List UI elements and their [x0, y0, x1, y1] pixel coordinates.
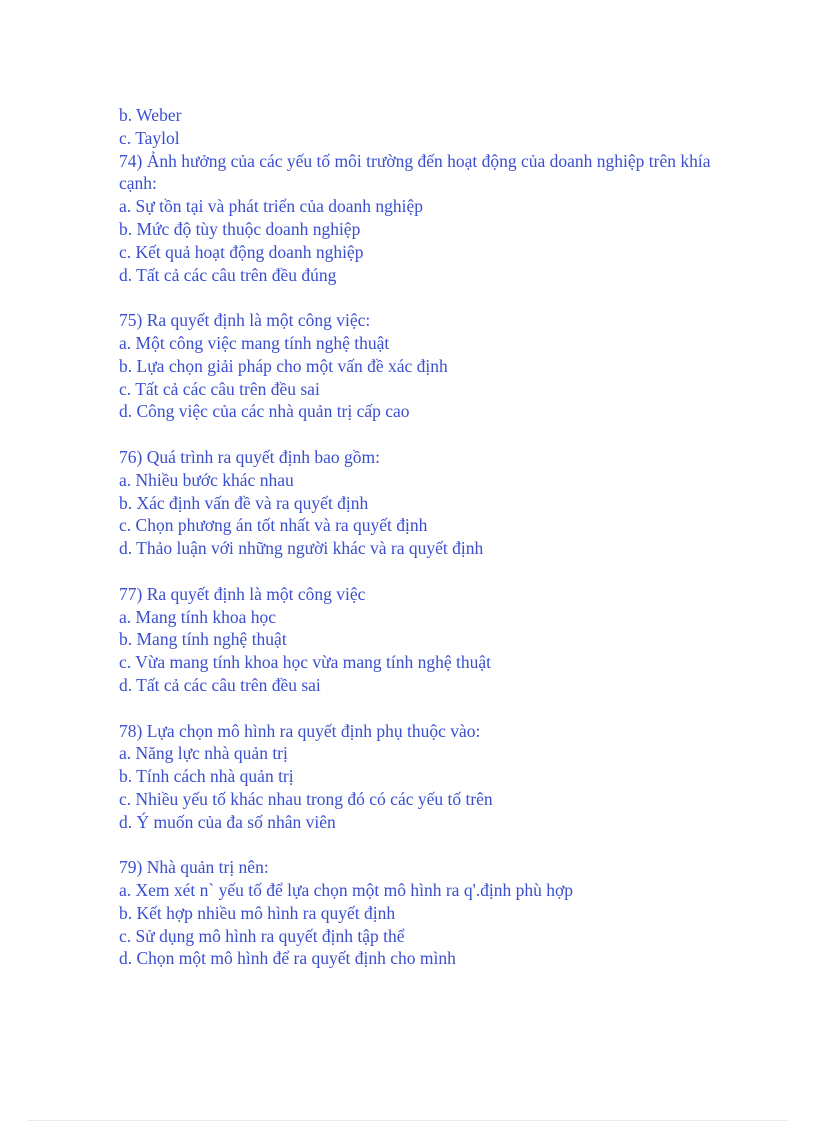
- question-stem: 76) Quá trình ra quyết định bao gồm:: [119, 446, 380, 467]
- option-line: d. Tất cả các câu trên đều đúng: [119, 264, 337, 285]
- option-line: a. Mang tính khoa học: [119, 606, 276, 627]
- option-line: c. Chọn phương án tốt nhất và ra quyết định: [119, 515, 428, 536]
- question-block: [119, 446, 719, 560]
- option-line: c. Nhiều yếu tố khác nhau trong đó có các yếu tố trên: [119, 788, 493, 809]
- option-line: a. Năng lực nhà quản trị: [119, 743, 288, 764]
- question-block: [119, 720, 719, 834]
- option-line: d. Chọn một mô hình để ra quyết định cho mình: [119, 948, 456, 969]
- question-block: [119, 309, 719, 423]
- option-line: b. Xác định vấn đề và ra quyết định: [119, 492, 369, 513]
- option-line: c. Taylol: [119, 127, 180, 148]
- option-line: c. Kết quả hoạt động doanh nghiệp: [119, 241, 364, 262]
- paragraph-gap: [119, 423, 719, 446]
- paragraph-gap: [119, 697, 719, 720]
- question-block: [119, 856, 719, 970]
- option-line: c. Vừa mang tính khoa học vừa mang tính nghệ thuật: [119, 652, 491, 673]
- question-stem: 74) Ảnh hưởng của các yếu tố môi trường đến hoạt động của doanh nghiệp trên khía cạnh:: [119, 150, 711, 194]
- option-line: d. Ý muốn của đa số nhân viên: [119, 811, 336, 832]
- option-line: b. Weber: [119, 105, 182, 125]
- option-line: b. Kết hợp nhiều mô hình ra quyết định: [119, 902, 396, 923]
- paragraph-gap: [119, 286, 719, 309]
- option-line: b. Mang tính nghệ thuật: [119, 629, 287, 650]
- option-line: b. Tính cách nhà quản trị: [119, 766, 294, 787]
- option-line: a. Nhiều bước khác nhau: [119, 469, 294, 490]
- option-line: d. Tất cả các câu trên đều sai: [119, 674, 321, 695]
- question-stem: 78) Lựa chọn mô hình ra quyết định phụ thuộc vào:: [119, 720, 481, 741]
- option-line: d. Thảo luận với những người khác và ra quyết định: [119, 538, 484, 559]
- option-line: d. Công việc của các nhà quản trị cấp cao: [119, 401, 410, 422]
- page-bottom-divider: [28, 1120, 788, 1121]
- question-stem: 77) Ra quyết định là một công việc: [119, 583, 366, 604]
- option-line: a. Sự tồn tại và phát triển của doanh nghiệp: [119, 196, 423, 217]
- question-stem: 79) Nhà quản trị nên:: [119, 857, 269, 878]
- question-block: [119, 150, 719, 287]
- paragraph-gap: [119, 560, 719, 583]
- question-stem: 75) Ra quyết định là một công việc:: [119, 310, 371, 331]
- option-line: c. Tất cả các câu trên đều sai: [119, 378, 320, 399]
- option-line: a. Một công việc mang tính nghệ thuật: [119, 332, 390, 353]
- option-line: a. Xem xét n` yếu tố để lựa chọn một mô hình ra q'.định phù hợp: [119, 880, 573, 901]
- option-line: b. Lựa chọn giải pháp cho một vấn đề xác định: [119, 355, 448, 376]
- question-block: [119, 583, 719, 697]
- option-line: b. Mức độ tùy thuộc doanh nghiệp: [119, 218, 361, 239]
- document-body: [119, 104, 719, 970]
- paragraph-gap: [119, 834, 719, 857]
- option-line: c. Sử dụng mô hình ra quyết định tập thể: [119, 925, 405, 946]
